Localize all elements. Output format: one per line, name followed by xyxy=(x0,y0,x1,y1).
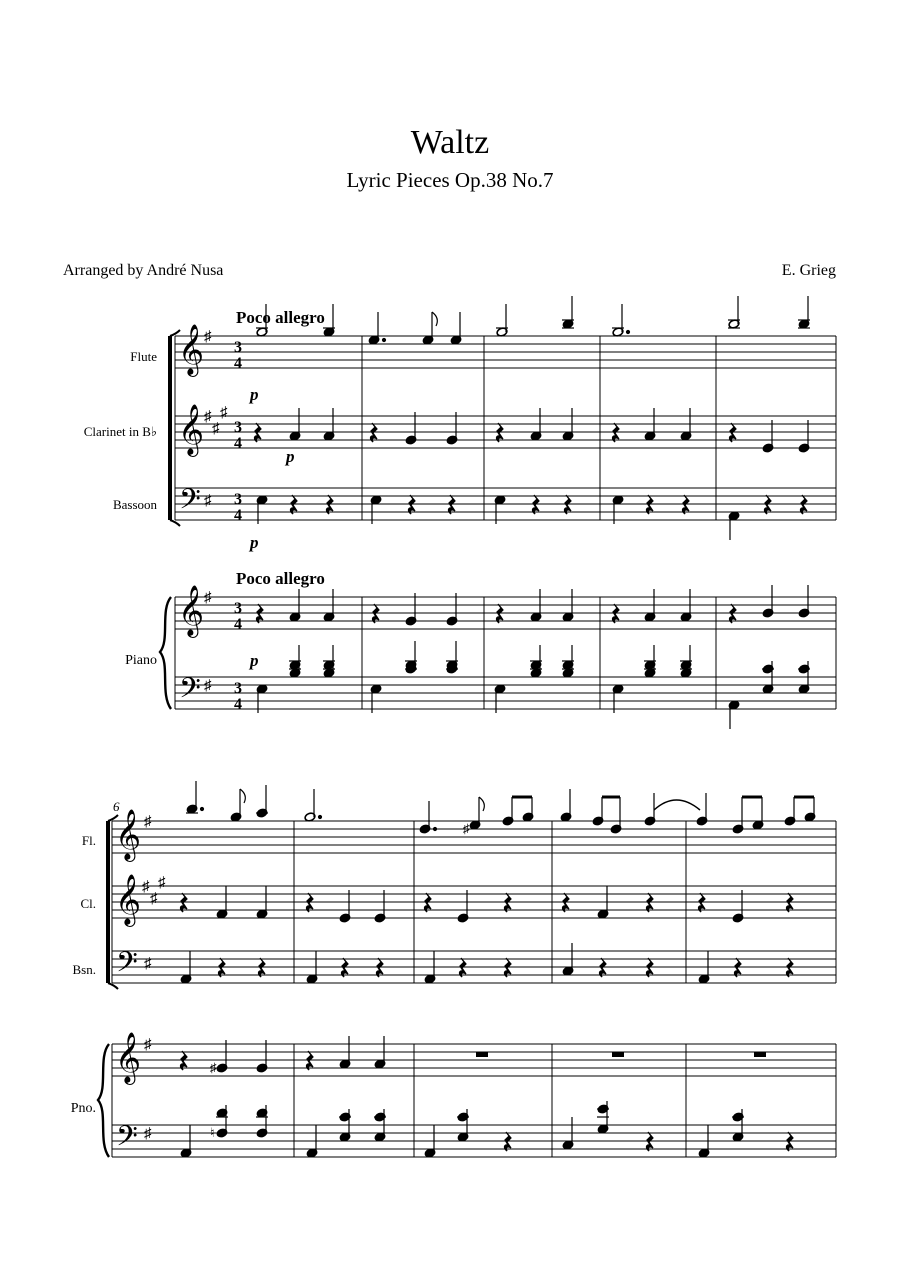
barlines-system-2 xyxy=(294,821,836,1157)
svg-text:3: 3 xyxy=(234,491,242,508)
bass-clef: 𝄢 xyxy=(179,674,201,711)
svg-text:4: 4 xyxy=(234,435,242,452)
piano-brace xyxy=(98,1044,109,1157)
treble-clef: 𝄞 xyxy=(115,875,142,924)
svg-text:p: p xyxy=(250,385,259,404)
bass-clef: 𝄢 xyxy=(179,485,201,522)
svg-text:♯: ♯ xyxy=(158,875,166,891)
key-signature xyxy=(142,814,166,1142)
svg-text:♯: ♯ xyxy=(220,405,228,421)
part-abbr-flute: Fl. xyxy=(81,833,96,848)
part-name-bassoon: Bassoon xyxy=(112,497,157,512)
svg-text:♯: ♯ xyxy=(204,590,212,606)
svg-text:3: 3 xyxy=(234,339,242,356)
treble-clef: 𝄞 xyxy=(178,405,205,454)
staff-piano-right xyxy=(175,597,836,629)
svg-text:♯: ♯ xyxy=(150,891,158,907)
piano-right-notes-system-2 xyxy=(180,1036,766,1075)
system-1 xyxy=(84,296,836,729)
svg-text:♯: ♯ xyxy=(204,493,212,509)
piano-brace xyxy=(160,597,171,709)
svg-text:♯: ♯ xyxy=(210,1060,217,1075)
treble-clef: 𝄞 xyxy=(115,1033,142,1082)
part-abbr-clarinet: Cl. xyxy=(80,896,96,911)
part-abbr-piano: Pno. xyxy=(70,1101,96,1116)
svg-text:3: 3 xyxy=(234,419,242,436)
svg-text:♯: ♯ xyxy=(144,1126,152,1142)
measure-number: 6 xyxy=(113,799,120,814)
staff-flute xyxy=(175,336,836,368)
svg-text:♯: ♯ xyxy=(212,421,220,437)
score-title: Waltz xyxy=(410,124,490,161)
flute-notes-system-1 xyxy=(256,296,810,345)
whole-rest xyxy=(754,1052,766,1057)
composer-credit: E. Grieg xyxy=(781,262,836,279)
svg-text:♯: ♯ xyxy=(144,814,152,830)
bass-clef: 𝄢 xyxy=(116,948,138,985)
tempo-marking-piano: Poco allegro xyxy=(236,569,325,588)
system-2 xyxy=(71,781,836,1159)
svg-text:3: 3 xyxy=(234,680,242,697)
treble-clef: 𝄞 xyxy=(115,810,142,859)
part-name-flute: Flute xyxy=(130,349,157,364)
svg-text:♯: ♯ xyxy=(463,821,470,836)
bassoon-notes-system-1 xyxy=(256,495,807,540)
treble-clef: 𝄞 xyxy=(178,325,205,374)
piano-left-notes-system-2 xyxy=(180,1101,793,1158)
svg-text:4: 4 xyxy=(234,616,242,633)
whole-rest xyxy=(612,1052,624,1057)
svg-text:4: 4 xyxy=(234,507,242,524)
svg-text:♯: ♯ xyxy=(204,678,212,694)
svg-text:♯: ♯ xyxy=(204,409,212,425)
part-name-clarinet: Clarinet in B♭ xyxy=(83,424,157,439)
svg-text:4: 4 xyxy=(234,355,242,372)
arranger-credit: Arranged by André Nusa xyxy=(63,262,224,279)
svg-text:p: p xyxy=(250,533,259,552)
flute-notes-system-2 xyxy=(186,781,816,836)
treble-clef: 𝄞 xyxy=(178,586,205,635)
bass-clef: 𝄢 xyxy=(116,1122,138,1159)
piano-right-notes-system-1 xyxy=(256,585,809,626)
score-subtitle: Lyric Pieces Op.38 No.7 xyxy=(346,168,554,192)
svg-text:♯: ♯ xyxy=(204,329,212,345)
staff-clarinet xyxy=(175,416,836,448)
part-abbr-bassoon: Bsn. xyxy=(72,962,96,977)
svg-text:♯: ♯ xyxy=(142,879,150,895)
dynamic-markings xyxy=(248,385,295,670)
barlines-system-1 xyxy=(362,336,836,709)
bassoon-notes-system-2 xyxy=(180,943,793,984)
svg-text:3: 3 xyxy=(234,600,242,617)
svg-text:♮: ♮ xyxy=(210,1125,215,1140)
tempo-marking-winds: Poco allegro xyxy=(236,308,325,327)
svg-text:♯: ♯ xyxy=(144,956,152,972)
time-signature xyxy=(234,339,242,713)
clarinet-notes-system-1 xyxy=(254,408,809,453)
part-name-piano: Piano xyxy=(125,653,157,668)
svg-text:4: 4 xyxy=(234,696,242,713)
svg-text:p: p xyxy=(286,447,295,466)
whole-rest xyxy=(476,1052,488,1057)
svg-text:p: p xyxy=(250,651,259,670)
svg-text:♯: ♯ xyxy=(144,1037,152,1053)
